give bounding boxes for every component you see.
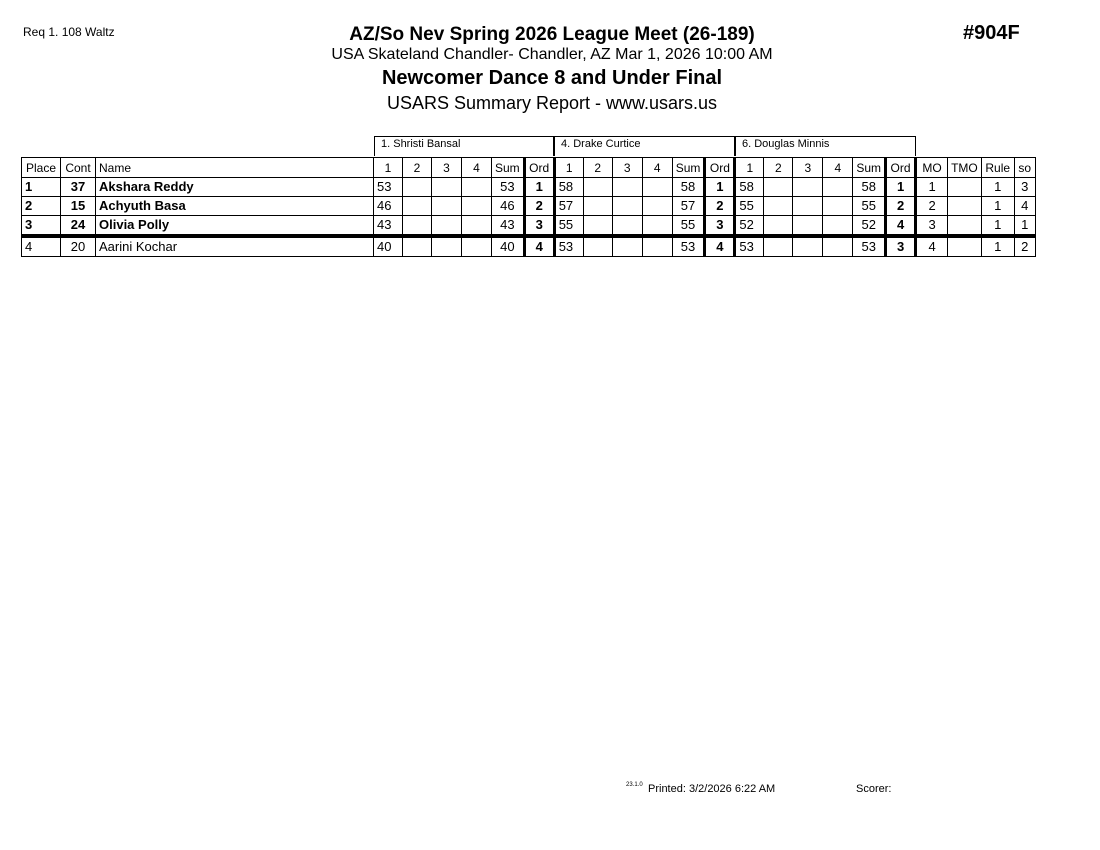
- meet-title: AZ/So Nev Spring 2026 League Meet (26-189): [349, 24, 755, 45]
- sum-cell: 53: [492, 178, 525, 197]
- sum-cell: 57: [672, 197, 705, 216]
- cont-cell: 15: [61, 197, 96, 216]
- col-s3: 3: [612, 158, 642, 178]
- ord-cell: 4: [524, 236, 554, 257]
- col-s4: 4: [823, 158, 853, 178]
- place-cell: 3: [22, 216, 61, 237]
- results-table: [21, 157, 1036, 257]
- req-label: Req 1. 108 Waltz: [23, 25, 115, 39]
- rule-cell: 1: [981, 216, 1014, 237]
- mo-cell: 1: [916, 178, 948, 197]
- score-cell: 46: [374, 197, 403, 216]
- col-s3: 3: [432, 158, 462, 178]
- score-cell: 53: [735, 236, 764, 257]
- score-cell: 55: [735, 197, 764, 216]
- sum-cell: 53: [853, 236, 886, 257]
- sum-cell: 43: [492, 216, 525, 237]
- scorer-label: Scorer:: [856, 783, 892, 795]
- sum-cell: 55: [853, 197, 886, 216]
- col-ord: Ord: [886, 158, 916, 178]
- place-cell: 1: [22, 178, 61, 197]
- tmo-cell: [948, 178, 982, 197]
- name-cell: Akshara Reddy: [96, 178, 374, 197]
- ord-cell: 1: [705, 178, 735, 197]
- sum-cell: 53: [672, 236, 705, 257]
- rule-cell: 1: [981, 178, 1014, 197]
- ord-cell: 2: [886, 197, 916, 216]
- rule-cell: 1: [981, 236, 1014, 257]
- venue-line: USA Skateland Chandler- Chandler, AZ Mar 1, 2026 10:00 AM: [331, 46, 773, 63]
- ord-cell: 1: [886, 178, 916, 197]
- col-s3: 3: [793, 158, 823, 178]
- tmo-cell: [948, 236, 982, 257]
- col-s4: 4: [642, 158, 672, 178]
- col-place: Place: [22, 158, 61, 178]
- score-cell: 52: [735, 216, 764, 237]
- cont-cell: 24: [61, 216, 96, 237]
- score-cell: 53: [554, 236, 583, 257]
- so-cell: 2: [1014, 236, 1035, 257]
- col-s1: 1: [374, 158, 403, 178]
- table-row: [22, 178, 1036, 197]
- mo-cell: 4: [916, 236, 948, 257]
- so-cell: 1: [1014, 216, 1035, 237]
- score-cell: 57: [554, 197, 583, 216]
- col-s2: 2: [764, 158, 793, 178]
- score-cell: 58: [554, 178, 583, 197]
- judge-label-2: 4. Drake Curtice: [554, 136, 735, 156]
- event-title: Newcomer Dance 8 and Under Final: [381, 67, 723, 89]
- mo-cell: 3: [916, 216, 948, 237]
- col-name: Name: [96, 158, 374, 178]
- so-cell: 4: [1014, 197, 1035, 216]
- col-s2: 2: [583, 158, 612, 178]
- col-sum: Sum: [672, 158, 705, 178]
- place-cell: 4: [22, 236, 61, 257]
- report-header: [250, 24, 854, 115]
- col-cont: Cont: [61, 158, 96, 178]
- col-s1: 1: [735, 158, 764, 178]
- sum-cell: 58: [853, 178, 886, 197]
- ord-cell: 1: [524, 178, 554, 197]
- printed-timestamp: Printed: 3/2/2026 6:22 AM: [648, 783, 776, 795]
- ord-cell: 3: [886, 236, 916, 257]
- name-cell: Achyuth Basa: [96, 197, 374, 216]
- col-s4: 4: [462, 158, 492, 178]
- sum-cell: 55: [672, 216, 705, 237]
- sum-cell: 52: [853, 216, 886, 237]
- place-cell: 2: [22, 197, 61, 216]
- col-sum: Sum: [492, 158, 525, 178]
- tmo-cell: [948, 197, 982, 216]
- table-row: [22, 216, 1036, 237]
- cont-cell: 37: [61, 178, 96, 197]
- ord-cell: 3: [524, 216, 554, 237]
- col-tmo: TMO: [948, 158, 982, 178]
- score-cell: 40: [374, 236, 403, 257]
- table-row: [22, 197, 1036, 216]
- col-ord: Ord: [705, 158, 735, 178]
- sum-cell: 46: [492, 197, 525, 216]
- ord-cell: 2: [705, 197, 735, 216]
- tmo-cell: [948, 216, 982, 237]
- score-cell: 43: [374, 216, 403, 237]
- table-row: [22, 236, 1036, 257]
- judge-label-1: 1. Shristi Bansal: [374, 136, 554, 156]
- col-mo: MO: [916, 158, 948, 178]
- col-rule: Rule: [981, 158, 1014, 178]
- version-code: 23.1.0: [626, 782, 643, 788]
- so-cell: 3: [1014, 178, 1035, 197]
- col-s2: 2: [403, 158, 432, 178]
- col-sum: Sum: [853, 158, 886, 178]
- sum-cell: 58: [672, 178, 705, 197]
- ord-cell: 4: [886, 216, 916, 237]
- ord-cell: 4: [705, 236, 735, 257]
- score-cell: 58: [735, 178, 764, 197]
- col-s1: 1: [554, 158, 583, 178]
- rule-cell: 1: [981, 197, 1014, 216]
- report-title: USARS Summary Report - www.usars.us: [386, 93, 718, 113]
- mo-cell: 2: [916, 197, 948, 216]
- table-header-row: [22, 158, 1036, 178]
- cont-cell: 20: [61, 236, 96, 257]
- score-cell: 53: [374, 178, 403, 197]
- ord-cell: 3: [705, 216, 735, 237]
- sum-cell: 40: [492, 236, 525, 257]
- score-cell: 55: [554, 216, 583, 237]
- name-cell: Olivia Polly: [96, 216, 374, 237]
- col-ord: Ord: [524, 158, 554, 178]
- ord-cell: 2: [524, 197, 554, 216]
- col-so: so: [1014, 158, 1035, 178]
- judge-label-3: 6. Douglas Minnis: [735, 136, 916, 156]
- name-cell: Aarini Kochar: [96, 236, 374, 257]
- event-code: #904F: [963, 22, 1020, 44]
